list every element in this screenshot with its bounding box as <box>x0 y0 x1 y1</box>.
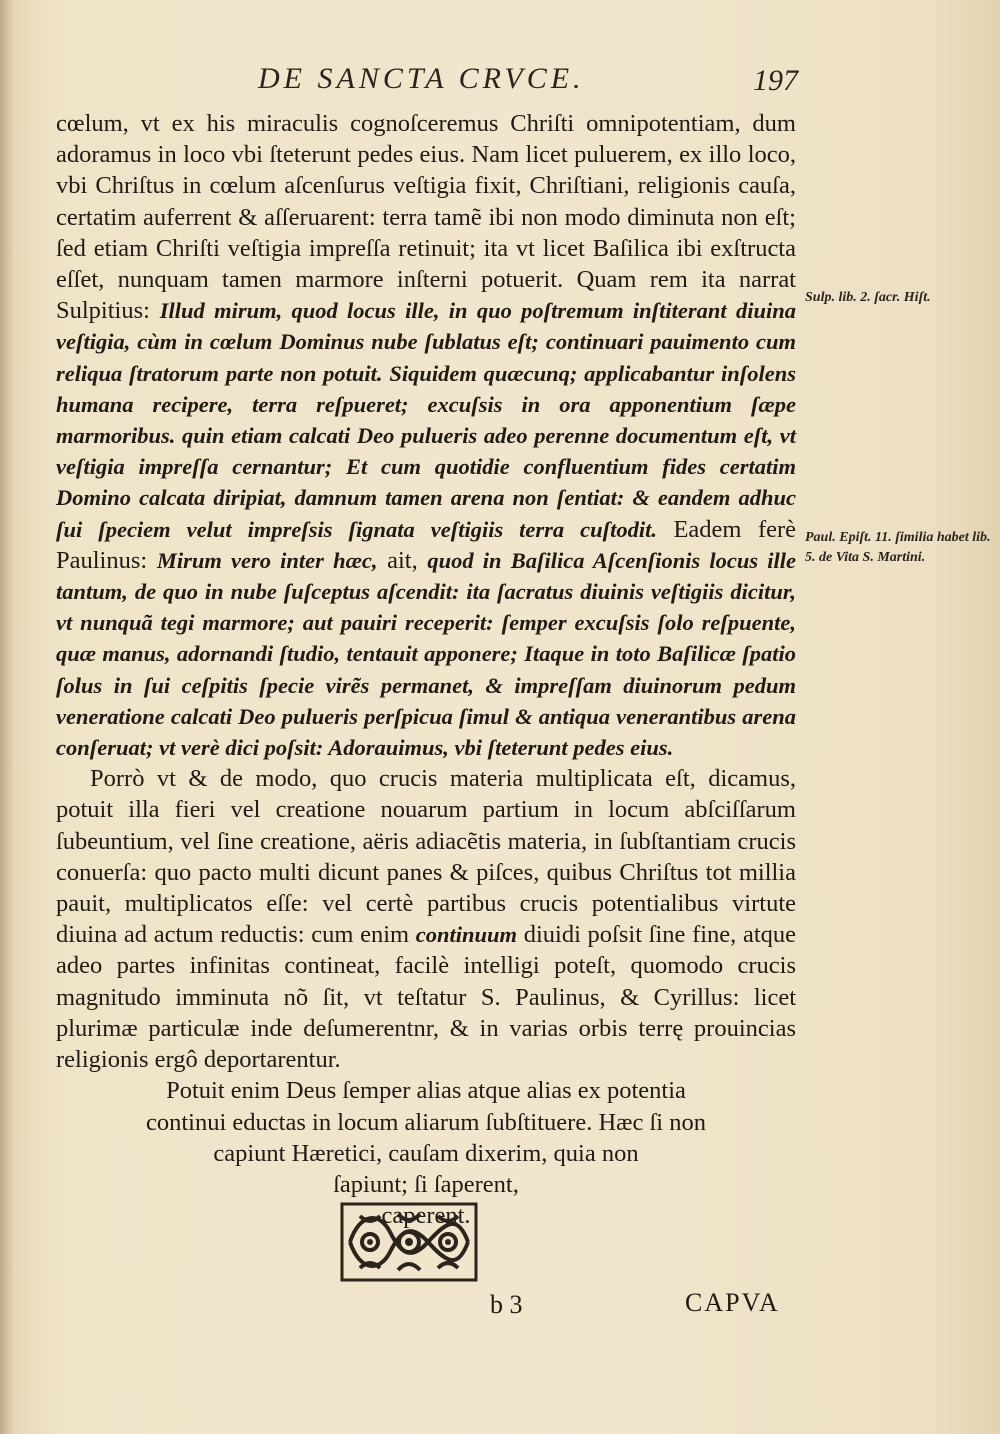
margin-note-sulpitius: Sulp. lib. 2. ſacr. Hiſt. <box>805 290 931 305</box>
para1-ait: ait, <box>387 546 418 574</box>
catchword: CAPVA <box>685 1288 780 1317</box>
sulpitius-quote: Illud mirum, quod locus ille, in quo poſtremum inſtiterant diuina veſtigia, cùm in cœlum Dominus nube ſublatus eſt; continuari pauimento cum reliqua ſtratorum parte non potuit. Siquidem quæcunq; applicabantur inſolens humana recipere, terra reſpueret; excuſsis in ora apponentium ſæpe marmoribus. quin etiam calcati Deo pulueris adeo perenne documentum eſt, vt veſtigia impreſſa cernantur; Et cum quotidie confluentium fides certatim Domino calcata diripiat, damnum tamen arena non ſentiat: & eandem adhuc ſui ſpeciem velut impreſsis ſignata veſtigiis terra cuſtodit. <box>56 298 796 542</box>
taper-line-2: continui eductas in locum aliarum ſubſtituere. Hæc ſi non <box>146 1108 706 1136</box>
para2-italic-word: continuum <box>415 922 518 948</box>
para1-lead: cœlum, vt ex his miraculis cognoſceremus Chriſti omnipotentiam, dum adoramus in loco vbi ſteterunt pedes eius. Nam licet puluerem, ex illo loco, vbi Chriſtus in cœlum aſcenſurus veſtigia fixit, Chriſtiani, religionis cauſa, certatim auferrent & aſſeruarent: terra tamẽ ibi non modo diminuta non eſt; ſed etiam Chriſti veſtigia impreſſa retinuit; ita vt licet Baſilica ibi exſtructa eſſet, nunquam tamen marmore inſterni potuerit. Quam rem ita narrat Sulpitius: <box>56 110 796 325</box>
para1-mid: Eadem ferè Paulinus: <box>56 515 797 574</box>
fleuron-ornament-icon <box>340 1202 478 1282</box>
paulinus-quote-start: Mirum vero inter hæc, <box>156 547 378 573</box>
taper-line-4: ſapiunt; ſi ſaperent, caperent. <box>333 1170 519 1230</box>
running-title: DE SANCTA CRVCE. <box>258 62 585 95</box>
page-header <box>258 62 798 102</box>
main-text <box>56 108 796 1231</box>
taper-line-3: capiunt Hæretici, cauſam dixerim, quia non <box>213 1139 639 1167</box>
taper-line-1: Potuit enim Deus ſemper alias atque alias ex potentia <box>166 1077 686 1105</box>
page-gutter-shadow <box>0 0 14 1434</box>
signature-mark: b 3 <box>490 1290 523 1319</box>
paragraph-1 <box>56 108 796 763</box>
margin-note-paulinus: Paul. Epiſt. 11. ſimilia habet lib. 5. de Vita S. Martini. <box>805 530 991 565</box>
paulinus-quote: quod in Baſilica Aſcenſionis locus ille tantum, de quo in nube ſuſceptus aſcendit: ita ſacratus diuinis veſtigiis dicitur, vt nunquã tegi marmore; aut pauiri receperit: ſemper excuſsis ſolo reſpuente, quæ manus, adornandi ſtudio, tentauit apponere; Itaque in toto Baſilicæ ſpatio ſolus in ſui ceſpitis ſpecie virẽs permanet, & impreſſam diuinorum pedum veneratione calcati Deo pulueris perſpicua ſimul & antiqua venerantibus arena conſeruat; vt verè dici poſsit: Adorauimus, vbi ſteterunt pedes eius. <box>56 547 797 761</box>
page-number: 197 <box>753 64 798 97</box>
para2-part-a: Porrò vt & de modo, quo crucis materia multiplicata eſt, dicamus, potuit illa fieri vel creatione nouarum partium in locum abſciſſarum ſubeuntium, vel ſine creatione, aëris adiacẽtis materia, in ſubſtantiam crucis conuerſa: quo pacto multi dicunt panes & piſces, quibus Chriſtus tot millia pauit, multiplicatos eſſe: vel certè partibus crucis potentialibus virtute diuina ad actum reductis: cum enim <box>56 765 796 949</box>
para2-part-b: diuidi poſsit ſine fine, atque adeo partes infinitas contineat, facilè intelligi poteſt, quomodo crucis magnitudo imminuta nõ ſit, vt teſtatur S. Paulinus, & Cyrillus: licet plurimæ particulæ inde deſumerentnr, & in varias orbis terrę prouincias religionis ergô deportarentur. <box>56 921 797 1074</box>
paragraph-2 <box>56 763 796 1075</box>
